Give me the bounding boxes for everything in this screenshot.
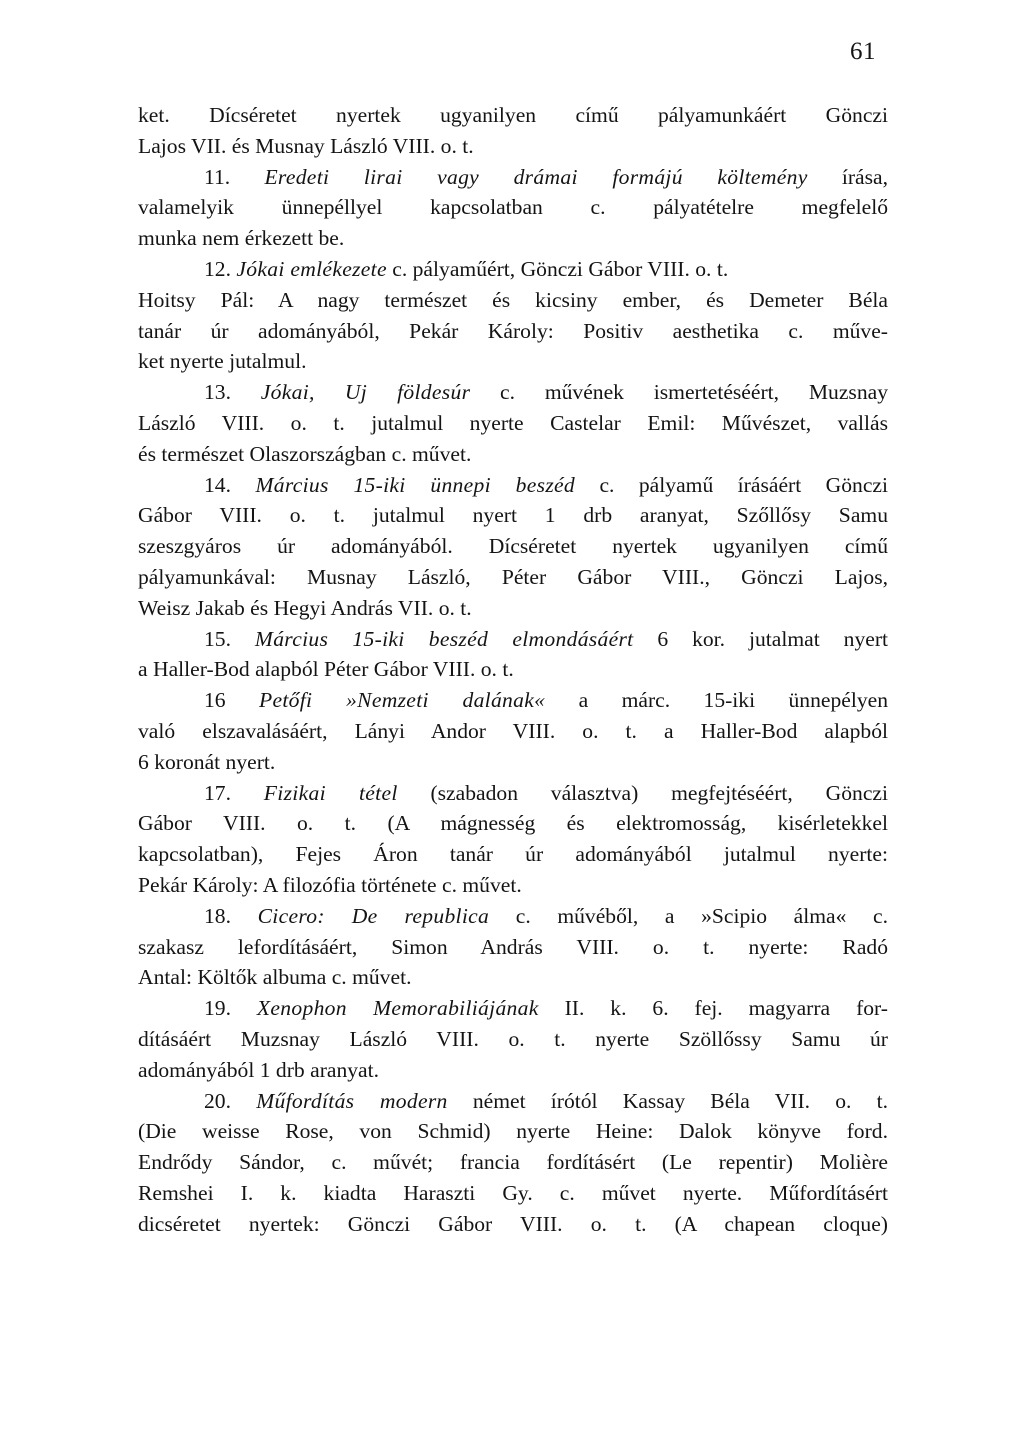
line-text: c. művének ismertetéséért, Muzsnay: [470, 380, 889, 405]
text-line: Remshei I. k. kiadta Haraszti Gy. c. művet nyerte. Műfordításért: [138, 1180, 888, 1205]
text-line: tanár úr adományából, Pekár Károly: Positiv aesthetika c. műve-: [138, 318, 888, 343]
text-line: [138, 470, 888, 501]
line-number-prefix: 18.: [204, 903, 258, 928]
text-line: [138, 162, 888, 193]
text-line: [138, 254, 888, 285]
line-text: 6 kor. jutalmat nyert: [633, 626, 889, 651]
text-line: Gábor VIII. o. t. jutalmul nyert 1 drb aranyat, Szőllősy Samu: [138, 503, 888, 528]
line-text: II. k. 6. fej. magyarra for-: [538, 996, 889, 1021]
text-line: kapcsolatban), Fejes Áron tanár úr adományából jutalmul nyerte:: [138, 842, 888, 867]
line-text: német írótól Kassay Béla VII. o. t.: [447, 1088, 889, 1113]
line-text: c. pályamű írásáért Gönczi: [575, 472, 889, 497]
text-line: dításáért Muzsnay László VIII. o. t. nyerte Szöllőssy Samu úr: [138, 1026, 888, 1051]
title-italic: Cicero: De republica: [257, 903, 490, 928]
text-line: a Haller-Bod alapból Péter Gábor VIII. o. t.: [138, 657, 514, 682]
title-italic: Xenophon Memorabiliájának: [256, 996, 539, 1021]
text-line: [138, 778, 888, 809]
text-line: 6 koronát nyert.: [138, 749, 276, 774]
text-line: [138, 993, 888, 1024]
line-text: c. pályaműért, Gönczi Gábor VIII. o. t.: [386, 256, 729, 281]
text-line: Pekár Károly: A filozófia története c. művet.: [138, 872, 522, 897]
line-text: c. művéből, a »Scipio álma« c.: [489, 903, 889, 928]
line-text: a márc. 15-iki ünnepélyen: [545, 688, 889, 713]
line-text: írása,: [807, 164, 888, 189]
text-line: [138, 685, 888, 716]
text-line: Antal: Költők albuma c. művet.: [138, 965, 412, 990]
line-number-prefix: 12.: [204, 256, 237, 281]
text-line: való elszavalásáért, Lányi Andor VIII. o. t. a Haller-Bod alapból: [138, 718, 888, 743]
text-line: ket. Dícséretet nyertek ugyanilyen című pályamunkáért Gönczi: [138, 103, 888, 127]
text-line: Weisz Jakab és Hegyi András VII. o. t.: [138, 595, 472, 620]
text-line: Gábor VIII. o. t. (A mágnesség és elektromosság, kisérletekkel: [138, 811, 888, 836]
line-text: (szabadon választva) megfejtéséért, Gönczi: [397, 780, 888, 805]
text-line: adományából 1 drb aranyat.: [138, 1057, 380, 1082]
title-italic: Jókai emlékezete: [236, 256, 387, 281]
line-number-prefix: 13.: [204, 380, 261, 405]
text-line: [138, 1086, 888, 1117]
text-line: [138, 901, 888, 932]
text-line: Lajos VII. és Musnay László VIII. o. t.: [138, 133, 474, 158]
text-line: ket nyerte jutalmul.: [138, 349, 307, 374]
text-line: szeszgyáros úr adományából. Dícséretet nyertek ugyanilyen című: [138, 534, 888, 559]
text-line: Endrődy Sándor, c. művét; francia fordításért (Le repentir) Molière: [138, 1150, 888, 1175]
title-italic: Eredeti lirai vagy drámai formájú költemény: [264, 164, 808, 189]
line-number-prefix: 17.: [204, 780, 264, 805]
title-italic: Március 15-iki beszéd elmondásáért: [254, 626, 634, 651]
text-line: pályamunkával: Musnay László, Péter Gábor VIII., Gönczi Lajos,: [138, 564, 888, 589]
text-line: valamelyik ünnepéllyel kapcsolatban c. pályatételre megfelelő: [138, 195, 888, 220]
title-italic: Jókai, Uj földesúr: [260, 380, 471, 405]
text-line: és természet Olaszországban c. művet.: [138, 441, 472, 466]
line-number-prefix: 20.: [204, 1088, 257, 1113]
line-number-prefix: 14.: [204, 472, 256, 497]
line-number-prefix: 16: [204, 688, 259, 713]
page-number: 61: [850, 38, 876, 65]
line-number-prefix: 15.: [204, 626, 255, 651]
text-line: szakasz lefordításáért, Simon András VIII. o. t. nyerte: Radó: [138, 934, 888, 959]
text-line: László VIII. o. t. jutalmul nyerte Castelar Emil: Művészet, vallás: [138, 410, 888, 435]
text-line: [138, 377, 888, 408]
line-number-prefix: 19.: [204, 996, 257, 1021]
title-italic: Műfordítás modern: [256, 1088, 448, 1113]
text-line: dicséretet nyertek: Gönczi Gábor VIII. o. t. (A chapean cloque): [138, 1211, 888, 1236]
text-line: munka nem érkezett be.: [138, 226, 345, 251]
text-line: Hoitsy Pál: A nagy természet és kicsiny ember, és Demeter Béla: [138, 287, 888, 312]
title-italic: Petőfi »Nemzeti dalának«: [258, 688, 546, 713]
text-line: (Die weisse Rose, von Schmid) nyerte Heine: Dalok könyve ford.: [138, 1119, 888, 1144]
title-italic: Fizikai tétel: [263, 780, 398, 805]
text-line: [138, 624, 888, 655]
title-italic: Március 15-iki ünnepi beszéd: [255, 472, 576, 497]
line-number-prefix: 11.: [204, 164, 265, 189]
body-text: [138, 100, 888, 1239]
